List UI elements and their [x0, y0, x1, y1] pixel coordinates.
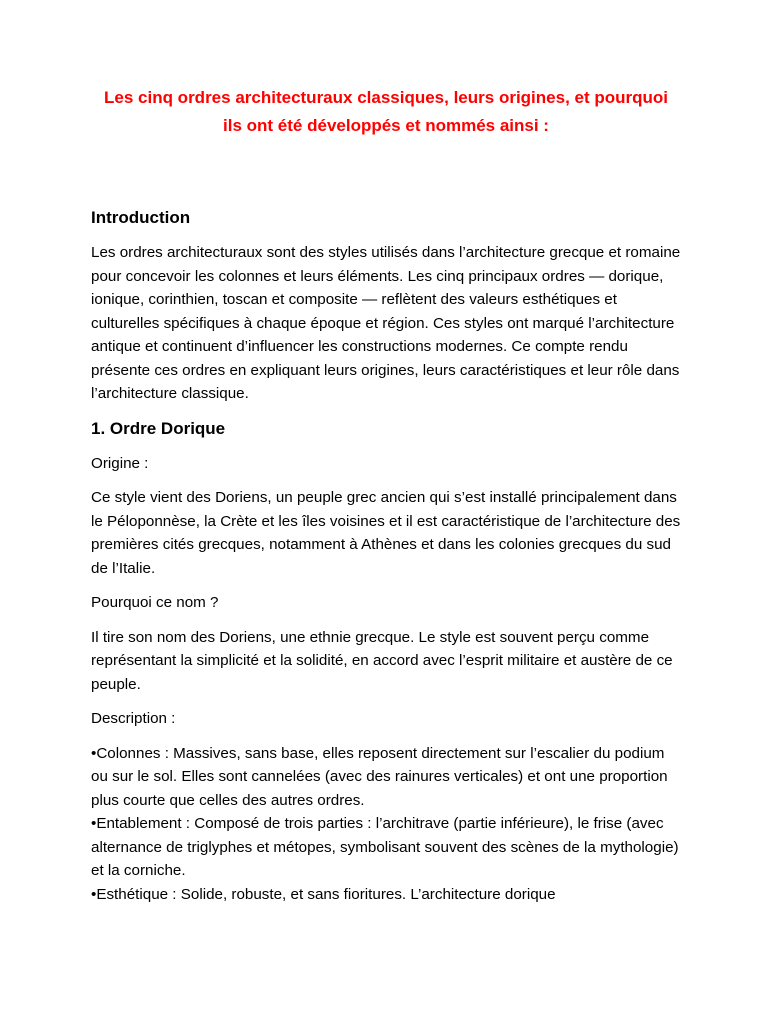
name-label: Pourquoi ce nom ?	[91, 594, 219, 611]
bullet-item-aesthetics: •Esthétique : Solide, robuste, et sans fioritures. L’architecture dorique	[91, 885, 556, 903]
introduction-heading: Introduction	[91, 208, 191, 227]
bullet-item-entablature: •Entablement : Composé de trois parties : l’architrave (partie inférieure), le frise (avec alternance de triglyphes et métopes, symbolisant souvent des scènes de la mythologie) et la corniche.	[91, 815, 679, 879]
section-1-heading: 1. Ordre Dorique	[91, 418, 226, 438]
document-title	[91, 84, 681, 140]
document-page	[91, 84, 681, 906]
document-title-line-2: ils ont été développés et nommés ainsi :	[223, 116, 549, 135]
name-paragraph: Il tire son nom des Doriens, une ethnie grecque. Le style est souvent perçu comme représentant la simplicité et la solidité, en accord avec l’esprit militaire et austère de ce peuple.	[91, 628, 673, 693]
origin-paragraph: Ce style vient des Doriens, un peuple grec ancien qui s’est installé principalement dans le Péloponnèse, la Crète et les îles voisines et il est caractéristique de l’architecture des premières cités grecques, notamment à Athènes et dans les colonies grecques du sud de l’Italie.	[91, 489, 681, 577]
bullet-item-columns: •Colonnes : Massives, sans base, elles reposent directement sur l’escalier du podium ou sur le sol. Elles sont cannelées (avec des rainures verticales) et ont une proportion plus courte que celles des autres ordres.	[91, 744, 668, 809]
introduction-paragraph: Les ordres architecturaux sont des styles utilisés dans l’architecture grecque et romaine pour concevoir les colonnes et leurs éléments. Les cinq principaux ordres — dorique, ionique, corinthien, toscan et composite — reflètent des valeurs esthétiques et culturelles spécifiques à chaque époque et région. Ces styles ont marqué l’architecture antique et continuent d’influencer les constructions modernes. Ce compte rendu présente ces ordres en expliquant leurs origines, leurs caractéristiques et leur rôle dans l’architecture classique.	[91, 244, 681, 402]
description-bullet-list	[91, 742, 681, 907]
origin-label: Origine :	[91, 454, 149, 472]
document-title-line-1: Les cinq ordres architecturaux classiques, leurs origines, et pourquoi	[104, 88, 668, 107]
description-label: Description :	[91, 710, 176, 727]
